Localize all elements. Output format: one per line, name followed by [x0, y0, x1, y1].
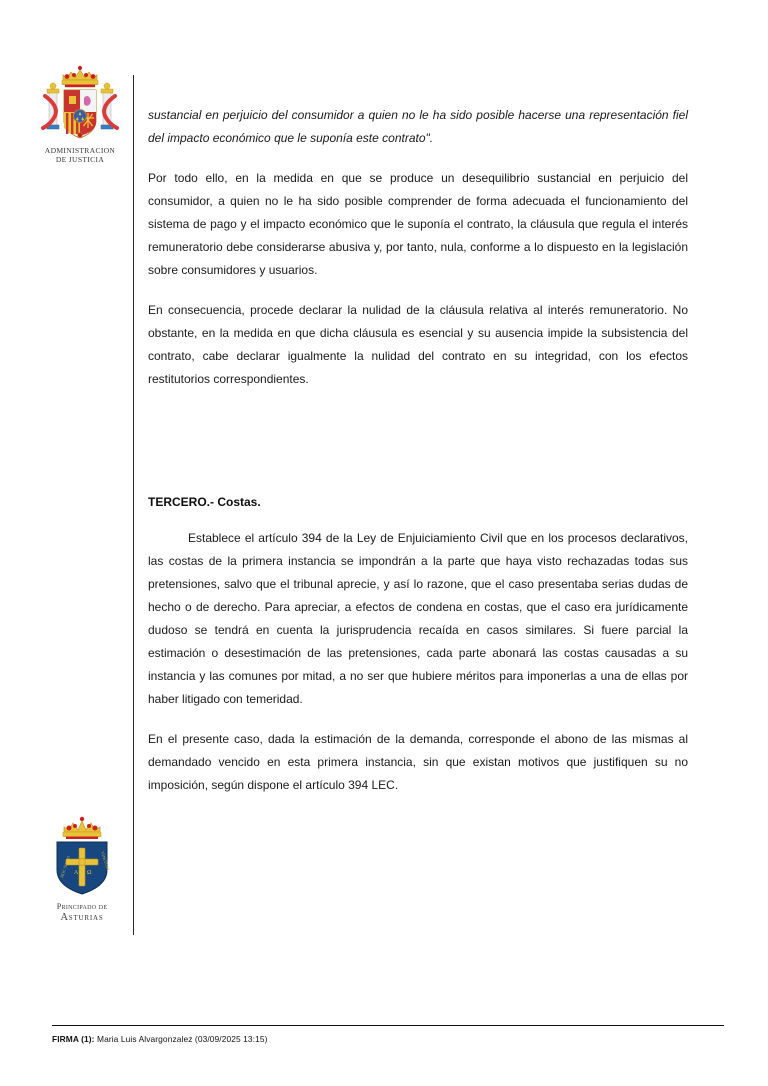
asturias-emblem-block	[34, 812, 130, 924]
spain-caption-line-1: ADMINISTRACION	[44, 146, 116, 155]
asturias-caption-line-2: Asturias	[60, 911, 104, 923]
footer-divider	[52, 1025, 724, 1026]
spain-emblem-block	[32, 62, 128, 165]
left-margin-rule	[133, 75, 134, 935]
spain-caption-line-2: DE JUSTICIA	[55, 154, 105, 164]
spain-emblem-caption	[32, 147, 128, 165]
svg-text:VINCITUR: VINCITUR	[100, 850, 111, 872]
svg-text:HOC SIGNO: HOC SIGNO	[59, 855, 71, 879]
asturias-emblem-caption	[34, 902, 130, 924]
signature-line	[52, 1034, 724, 1044]
asturias-caption-line-1: Principado de	[56, 902, 108, 911]
svg-text:A: A	[74, 870, 79, 876]
document-body	[148, 104, 688, 813]
paragraph-2: Por todo ello, en la medida en que se produce un desequilibrio sustancial en perjuicio del consumidor, a quien no le ha sido posible comprender de forma adecuada el funcionamiento del sistema de pago y el impacto económico que le suponía el contrato, la cláusula que regula el interés remuneratorio debe considerarse abusiva y, por tanto, nula, conforme a lo dispuesto en la legislación sobre consumidores y usuarios.	[148, 171, 688, 278]
spain-coat-of-arms-icon	[41, 62, 119, 144]
paragraph-4: Establece el artículo 394 de la Ley de Enjuiciamiento Civil que en los procesos declarativos, las costas de la primera instancia se impondrán a la parte que haya visto rechazadas todas sus pretensiones, salvo que el tribunal aprecie, y así lo razone, que el caso presentaba serias dudas de hecho o de derecho. Para apreciar, a efectos de condena en costas, que el caso era jurídicamente dudoso se tendrá en cuenta la jurisprudencia recaída en casos similares. Si fuere parcial la estimación o desestimación de las pretensiones, cada parte abonará las costas causadas a su instancia y las comunes por mitad, a no ser que hubiere méritos para imponerlas a una de ellas por haber litigado con temeridad.	[148, 530, 688, 706]
asturias-coat-of-arms-icon	[44, 812, 120, 898]
quote-paragraph: sustancial en perjuicio del consumidor a quien no le ha sido posible hacerse una representación fiel del impacto económico que le suponía este contrato".	[148, 108, 688, 146]
signature-value: Maria Luis Alvargonzalez (03/09/2025 13:15)	[97, 1034, 268, 1044]
signature-label: FIRMA (1):	[52, 1034, 95, 1044]
paragraph-5: En el presente caso, dada la estimación de la demanda, corresponde el abono de las mismas al demandado vencido en esta primera instancia, sin que existan motivos que justifiquen su no imposición, según dispone el artículo 394 LEC.	[148, 731, 688, 792]
paragraph-3: En consecuencia, procede declarar la nulidad de la cláusula relativa al interés remuneratorio. No obstante, en la medida en que dicha cláusula es esencial y su ausencia impide la subsistencia del contrato, cabe declarar igualmente la nulidad del contrato en su integridad, con los efectos restitutorios correspondientes.	[148, 303, 688, 387]
section-heading-tercero: TERCERO.- Costas.	[148, 495, 261, 510]
document-footer	[52, 1025, 724, 1044]
svg-text:Ω: Ω	[87, 870, 92, 876]
